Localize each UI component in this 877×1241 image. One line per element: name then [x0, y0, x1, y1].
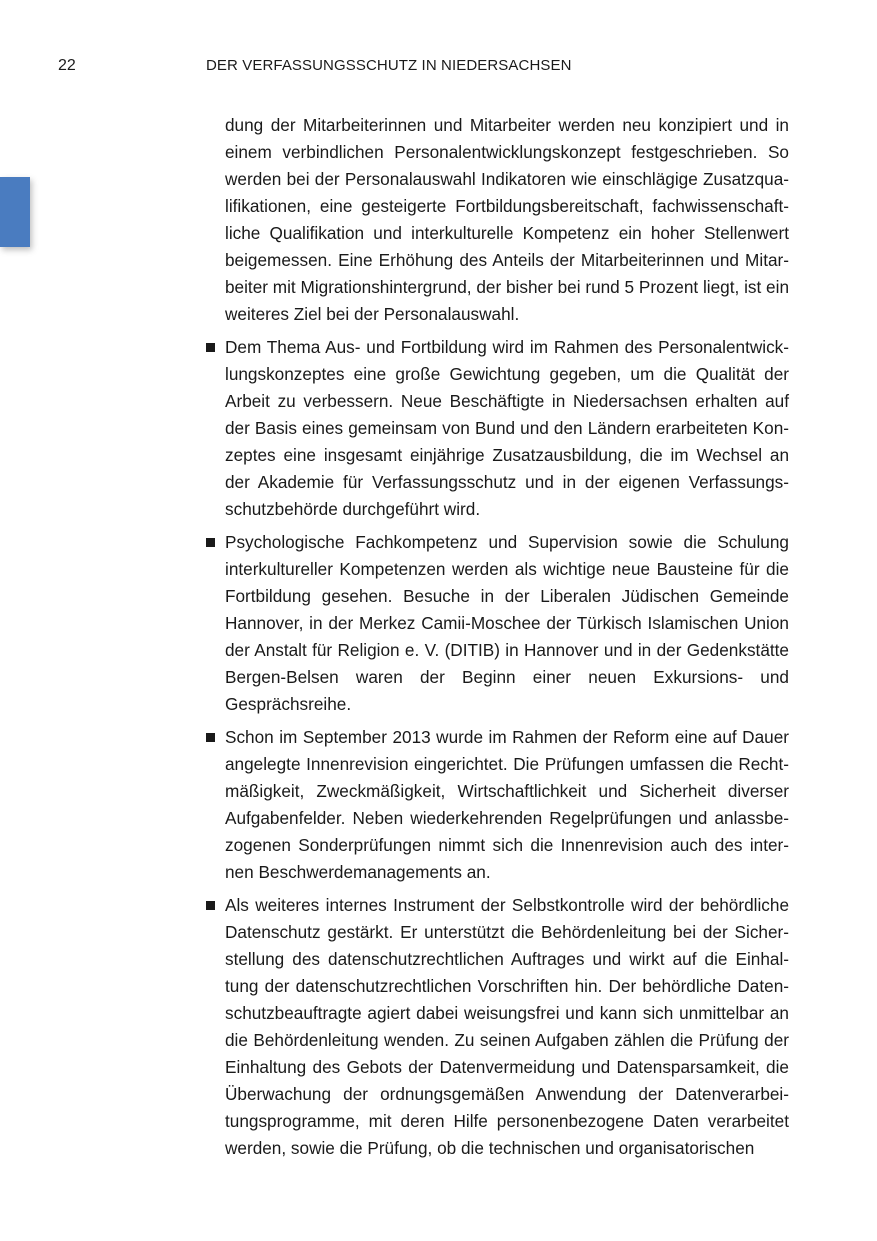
bullet-text: Psychologische Fachkompetenz und Supervision sowie die Schulung interkultureller Kompetenzen werden als wichtige neue Bausteine für die Fortbildung gesehen. Besuche in der Liberalen Jüdischen Gemeinde Hannover, in der Merkez Camii-Moschee der Türkisch Islamischen Union der Anstalt für Religion e. V. (DITIB) in Hannover und in der Gedenkstätte Bergen-Belsen waren der Beginn einer neuen Exkursions- und Gesprächsreihe.: [225, 532, 789, 714]
page-number: 22: [58, 57, 76, 74]
chapter-side-tab: [0, 177, 30, 247]
running-header: DER VERFASSUNGSSCHUTZ IN NIEDERSACHSEN: [206, 57, 572, 74]
bullet-item: [225, 334, 789, 523]
square-bullet-icon: [206, 343, 215, 352]
square-bullet-icon: [206, 733, 215, 742]
square-bullet-icon: [206, 901, 215, 910]
bullet-text: Als weiteres internes Instrument der Selbstkontrolle wird der behördliche Datenschutz gestärkt. Er unterstützt die Behördenleitung bei der Sicherstellung des datenschutzrechtlichen Auftrages und wirkt auf die Einhaltung der datenschutzrechtlichen Vorschriften hin. Der behördliche Datenschutzbeauftragte agiert dabei weisungsfrei und kann sich unmittelbar an die Behördenleitung wenden. Zu seinen Aufgaben zählen die Prüfung der Einhaltung des Gebots der Datenvermeidung und Datensparsamkeit, die Überwachung der ordnungsgemäßen Anwendung der Datenverarbeitungsprogramme, mit deren Hilfe personenbezogene Daten verarbeitet werden, sowie die Prüfung, ob die technischen und organisatorischen: [225, 895, 789, 1158]
square-bullet-icon: [206, 538, 215, 547]
bullet-item: [225, 892, 789, 1162]
bullet-text: Dem Thema Aus- und Fortbildung wird im Rahmen des Personalentwicklungskonzeptes eine große Gewichtung gegeben, um die Qualität der Arbeit zu verbessern. Neue Beschäftigte in Niedersachsen erhalten auf der Basis eines gemeinsam von Bund und den Ländern erarbeiteten Konzeptes eine insgesamt einjährige Zusatzausbildung, die im Wechsel an der Akademie für Verfassungsschutz und in der eigenen Verfassungsschutzbehörde durchgeführt wird.: [225, 337, 789, 519]
lead-paragraph: dung der Mitarbeiterinnen und Mitarbeiter werden neu konzipiert und in einem verbindlichen Personalentwicklungskonzept festgeschrieben. So werden bei der Personalauswahl Indikatoren wie einschlägige Zusatzqualifikationen, eine gesteigerte Fortbildungsbereitschaft, fachwissenschaftliche Qualifikation und interkulturelle Kompetenz ein hoher Stellenwert beigemessen. Eine Erhöhung des Anteils der Mitarbeiterinnen und Mitarbeiter mit Migrationshintergrund, der bisher bei rund 5 Prozent liegt, ist ein weiteres Ziel bei der Personalauswahl.: [225, 115, 789, 324]
bullet-item: [225, 529, 789, 718]
bullet-item: [225, 724, 789, 886]
body-text: [225, 112, 789, 1168]
bullet-text: Schon im September 2013 wurde im Rahmen der Reform eine auf Dauer angelegte Innenrevision eingerichtet. Die Prüfungen umfassen die Rechtmäßigkeit, Zweckmäßigkeit, Wirtschaftlichkeit und Sicherheit diverser Aufgabenfelder. Neben wiederkehrenden Regelprüfungen und anlassbezogenen Sonderprüfungen nimmt sich die Innenrevision auch des internen Beschwerdemanagements an.: [225, 727, 789, 882]
